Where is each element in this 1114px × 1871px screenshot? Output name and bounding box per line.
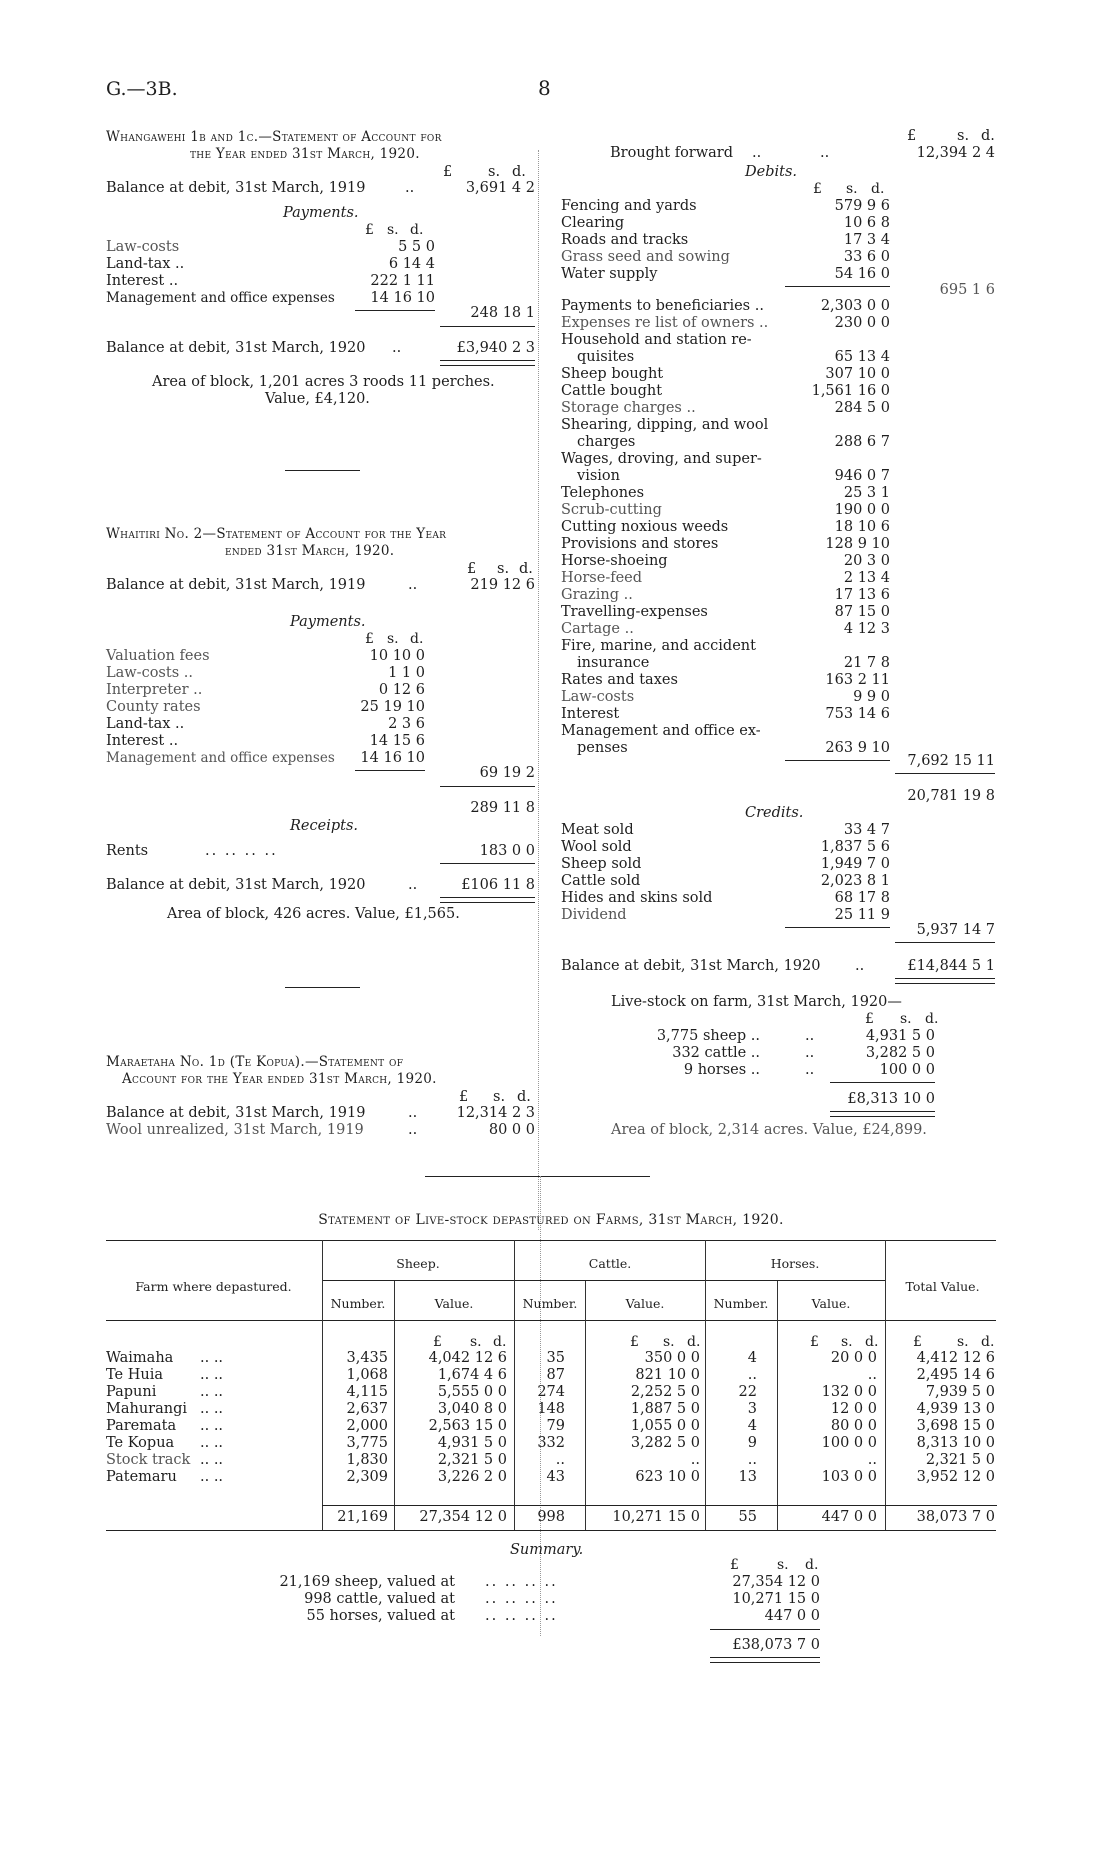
payment-label: Management and office expenses bbox=[106, 750, 335, 766]
payment-amount: 14 15 6 bbox=[369, 733, 425, 749]
whaitiri-title: Whaitiri No. 2—Statement of Account for the Year bbox=[106, 526, 447, 542]
payment-amount: 14 16 10 bbox=[360, 750, 425, 766]
sheep-number-header: Number. bbox=[330, 1296, 386, 1311]
sheep-number: 2,000 bbox=[346, 1418, 388, 1434]
horses-value: 103 0 0 bbox=[821, 1469, 877, 1485]
livestock-label: 9 horses .. bbox=[683, 1062, 760, 1078]
debit-label: penses bbox=[577, 740, 628, 756]
sheep-value: 1,674 4 6 bbox=[437, 1367, 507, 1383]
farm-name: Te Kopua bbox=[106, 1435, 175, 1451]
credits-heading: Credits. bbox=[745, 805, 804, 821]
debit-amount: 18 10 6 bbox=[834, 519, 890, 535]
maraetaha-line: Balance at debit, 31st March, 1919 bbox=[106, 1105, 366, 1121]
col-farm-header: Farm where depastured. bbox=[135, 1279, 292, 1294]
totals-cattle-value: 10,271 15 0 bbox=[612, 1509, 700, 1525]
sheep-number: 3,775 bbox=[346, 1435, 388, 1451]
summary-label: 21,169 sheep, valued at bbox=[279, 1574, 455, 1590]
livestock-total: £8,313 10 0 bbox=[847, 1091, 935, 1107]
horses-number: 9 bbox=[747, 1435, 757, 1451]
whangawehi-opening-label: Balance at debit, 31st March, 1919 bbox=[106, 180, 366, 196]
debit-label: Water supply bbox=[561, 266, 658, 282]
sheep-value: 3,040 8 0 bbox=[437, 1401, 507, 1417]
debit-label: Fire, marine, and accident bbox=[561, 638, 756, 654]
debit-amount: 4 12 3 bbox=[843, 621, 890, 637]
sheep-value: 5,555 0 0 bbox=[437, 1384, 507, 1400]
section-divider bbox=[425, 1176, 650, 1177]
debit-label: Interest bbox=[561, 706, 620, 722]
credit-amount: 33 4 7 bbox=[843, 822, 890, 838]
livestock-table-title: Statement of Live-stock depastured on Farms, 31st March, 1920. bbox=[318, 1212, 784, 1228]
debit-label: Horse-feed bbox=[561, 570, 643, 586]
debit-amount: 54 16 0 bbox=[834, 266, 890, 282]
total-value: 7,939 5 0 bbox=[925, 1384, 995, 1400]
cattle-value: 1,887 5 0 bbox=[630, 1401, 700, 1417]
totals-sheep-number: 21,169 bbox=[337, 1509, 388, 1525]
summary-label: 55 horses, valued at bbox=[306, 1608, 455, 1624]
sheep-value: 2,563 15 0 bbox=[428, 1418, 507, 1434]
farm-name: Waimaha bbox=[106, 1350, 174, 1366]
cattle-number-header: Number. bbox=[522, 1296, 578, 1311]
payment-label: Land-tax .. bbox=[106, 716, 185, 732]
debit-amount: 190 0 0 bbox=[834, 502, 890, 518]
debits-grand-total: 20,781 19 8 bbox=[907, 788, 995, 804]
whangawehi-payments-heading: Payments. bbox=[283, 205, 359, 221]
horses-value: .. bbox=[867, 1452, 877, 1468]
livestock-label: 332 cattle .. bbox=[672, 1045, 760, 1061]
debit-amount: 753 14 6 bbox=[825, 706, 890, 722]
horses-value: .. bbox=[867, 1367, 877, 1383]
cattle-number: 148 bbox=[537, 1401, 565, 1417]
horses-value: 132 0 0 bbox=[821, 1384, 877, 1400]
cattle-value: 350 0 0 bbox=[644, 1350, 700, 1366]
debit-label: Expenses re list of owners .. bbox=[561, 315, 769, 331]
payment-amount: 0 12 6 bbox=[378, 682, 425, 698]
debit-label: Sheep bought bbox=[561, 366, 664, 382]
section-divider bbox=[285, 987, 360, 988]
credit-label: Sheep sold bbox=[561, 856, 642, 872]
credit-amount: 68 17 8 bbox=[834, 890, 890, 906]
debit-label: Grazing .. bbox=[561, 587, 633, 603]
cattle-value: .. bbox=[690, 1452, 700, 1468]
whaitiri-closing-label: Balance at debit, 31st March, 1920 bbox=[106, 877, 366, 893]
summary-heading: Summary. bbox=[510, 1542, 584, 1558]
farm-name: Papuni bbox=[106, 1384, 157, 1400]
horses-number: .. bbox=[747, 1367, 757, 1383]
horses-value-header: Value. bbox=[811, 1296, 851, 1311]
cattle-number: 43 bbox=[546, 1469, 565, 1485]
cattle-number: 87 bbox=[546, 1367, 565, 1383]
payment-label: Law-costs .. bbox=[106, 665, 193, 681]
debit-amount: 946 0 7 bbox=[834, 468, 890, 484]
whaitiri-payments-heading: Payments. bbox=[290, 614, 366, 630]
maraetaha-title-cont: Account for the Year ended 31st March, 1920. bbox=[122, 1071, 437, 1087]
farm-name: Te Huia bbox=[106, 1367, 164, 1383]
debit-label: Storage charges .. bbox=[561, 400, 696, 416]
credit-label: Dividend bbox=[561, 907, 627, 923]
debit-amount: 2 13 4 bbox=[843, 570, 890, 586]
debit-label: insurance bbox=[577, 655, 650, 671]
whangawehi-closing-label: Balance at debit, 31st March, 1920 bbox=[106, 340, 366, 356]
debit-label: Scrub-cutting bbox=[561, 502, 662, 518]
livestock-label: 3,775 sheep .. bbox=[656, 1028, 760, 1044]
whaitiri-payments-total: 69 19 2 bbox=[479, 765, 535, 781]
maraetaha-amount: 12,314 2 3 bbox=[456, 1105, 535, 1121]
maraetaha-line: Wool unrealized, 31st March, 1919 bbox=[106, 1122, 364, 1138]
whangawehi-area: Area of block, 1,201 acres 3 roods 11 perches. bbox=[152, 374, 495, 390]
debits-heading: Debits. bbox=[745, 164, 798, 180]
totals-value: 38,073 7 0 bbox=[916, 1509, 995, 1525]
farm-name: Mahurangi bbox=[106, 1401, 188, 1417]
cattle-value: 623 10 0 bbox=[635, 1469, 700, 1485]
debit-label: charges bbox=[577, 434, 636, 450]
debit-label: Law-costs bbox=[561, 689, 635, 705]
livestock-amount: 100 0 0 bbox=[879, 1062, 935, 1078]
debit-amount: 9 9 0 bbox=[853, 689, 890, 705]
debit-label: Grass seed and sowing bbox=[561, 249, 730, 265]
debit-amount: 284 5 0 bbox=[834, 400, 890, 416]
horses-number: 3 bbox=[747, 1401, 757, 1417]
debit-label: Telephones bbox=[561, 485, 645, 501]
debit-amount: 25 3 1 bbox=[843, 485, 890, 501]
debit-label: Travelling-expenses bbox=[561, 604, 708, 620]
whaitiri-subtotal: 289 11 8 bbox=[470, 800, 535, 816]
payment-label: Valuation fees bbox=[106, 648, 210, 664]
debit-amount: 1,561 16 0 bbox=[811, 383, 890, 399]
cattle-value: 2,252 5 0 bbox=[630, 1384, 700, 1400]
col-cattle-header: Cattle. bbox=[588, 1256, 632, 1271]
debit-amount: 263 9 10 bbox=[825, 740, 890, 756]
whangawehi-closing-amount: £3,940 2 3 bbox=[456, 340, 535, 356]
debit-amount: 33 6 0 bbox=[843, 249, 890, 265]
horses-value: 100 0 0 bbox=[821, 1435, 877, 1451]
sheep-number: 2,309 bbox=[346, 1469, 388, 1485]
sheep-number: 2,637 bbox=[346, 1401, 388, 1417]
livestock-amount: 4,931 5 0 bbox=[865, 1028, 935, 1044]
credit-amount: 1,837 5 6 bbox=[820, 839, 890, 855]
summary-total: £38,073 7 0 bbox=[732, 1637, 820, 1653]
credits-total: 5,937 14 7 bbox=[916, 922, 995, 938]
whaitiri-receipts-heading: Receipts. bbox=[290, 818, 358, 834]
summary-amount: 27,354 12 0 bbox=[732, 1574, 820, 1590]
debit-label: Cattle bought bbox=[561, 383, 663, 399]
col-sheep-header: Sheep. bbox=[396, 1256, 440, 1271]
debit-label: Roads and tracks bbox=[561, 232, 689, 248]
debit-label: vision bbox=[577, 468, 620, 484]
horses-number: 22 bbox=[738, 1384, 757, 1400]
cattle-value: 3,282 5 0 bbox=[630, 1435, 700, 1451]
payment-amount: 6 14 4 bbox=[388, 256, 435, 272]
payment-amount: 1 1 0 bbox=[388, 665, 425, 681]
credit-label: Hides and skins sold bbox=[561, 890, 713, 906]
maraetaha-amount: 80 0 0 bbox=[488, 1122, 535, 1138]
total-value: 3,698 15 0 bbox=[916, 1418, 995, 1434]
horses-value: 20 0 0 bbox=[830, 1350, 877, 1366]
sheep-value: 3,226 2 0 bbox=[437, 1469, 507, 1485]
payment-label: Interest .. bbox=[106, 733, 179, 749]
payment-label: Interpreter .. bbox=[106, 682, 203, 698]
brought-forward-label: Brought forward bbox=[610, 145, 734, 161]
credit-amount: 25 11 9 bbox=[834, 907, 890, 923]
whangawehi-opening-amount: 3,691 4 2 bbox=[465, 180, 535, 196]
payment-amount: 5 5 0 bbox=[398, 239, 435, 255]
debit-amount: 579 9 6 bbox=[834, 198, 890, 214]
payment-label: Interest .. bbox=[106, 273, 179, 289]
payment-label: Management and office expenses bbox=[106, 290, 335, 306]
totals-horses-value: 447 0 0 bbox=[821, 1509, 877, 1525]
whaitiri-title-cont: ended 31st March, 1920. bbox=[225, 543, 395, 559]
horses-number: 13 bbox=[738, 1469, 757, 1485]
maraetaha-title: Maraetaha No. 1d (Te Kopua).—Statement of bbox=[106, 1054, 404, 1070]
totals-cattle-number: 998 bbox=[537, 1509, 565, 1525]
total-value: 3,952 12 0 bbox=[916, 1469, 995, 1485]
summary-label: 998 cattle, valued at bbox=[304, 1591, 455, 1607]
whaitiri-area: Area of block, 426 acres. Value, £1,565. bbox=[167, 906, 460, 922]
debit-amount: 21 7 8 bbox=[843, 655, 890, 671]
total-value: 2,495 14 6 bbox=[916, 1367, 995, 1383]
whaitiri-rents-amount: 183 0 0 bbox=[479, 843, 535, 859]
sheep-value: 4,042 12 6 bbox=[428, 1350, 507, 1366]
whangawehi-title: Whangawehi 1b and 1c.—Statement of Account for bbox=[106, 129, 442, 145]
debit-amount: 163 2 11 bbox=[825, 672, 890, 688]
debit-label: Cutting noxious weeds bbox=[561, 519, 729, 535]
sheep-value: 2,321 5 0 bbox=[437, 1452, 507, 1468]
debits-group1-total: 695 1 6 bbox=[939, 282, 995, 298]
payment-label: County rates bbox=[106, 699, 201, 715]
debit-label: Fencing and yards bbox=[561, 198, 697, 214]
debit-amount: 128 9 10 bbox=[825, 536, 890, 552]
debit-amount: 230 0 0 bbox=[834, 315, 890, 331]
horses-number: .. bbox=[747, 1452, 757, 1468]
horses-number: 4 bbox=[747, 1418, 757, 1434]
cattle-number: .. bbox=[555, 1452, 565, 1468]
totals-horses-number: 55 bbox=[738, 1509, 757, 1525]
cattle-number: 79 bbox=[546, 1418, 565, 1434]
col-horses-header: Horses. bbox=[770, 1256, 820, 1271]
whangawehi-value: Value, £4,120. bbox=[265, 391, 370, 407]
debit-amount: 288 6 7 bbox=[834, 434, 890, 450]
brought-forward-amount: 12,394 2 4 bbox=[916, 145, 995, 161]
payment-amount: 222 1 11 bbox=[370, 273, 435, 289]
whaitiri-opening-amount: 219 12 6 bbox=[470, 577, 535, 593]
payment-amount: 2 3 6 bbox=[388, 716, 425, 732]
cattle-number: 332 bbox=[537, 1435, 565, 1451]
total-value: 8,313 10 0 bbox=[916, 1435, 995, 1451]
debit-amount: 10 6 8 bbox=[843, 215, 890, 231]
right-closing-amount: £14,844 5 1 bbox=[907, 958, 995, 974]
horses-value: 12 0 0 bbox=[830, 1401, 877, 1417]
debit-amount: 17 13 6 bbox=[834, 587, 890, 603]
horses-number: 4 bbox=[747, 1350, 757, 1366]
debit-amount: 65 13 4 bbox=[834, 349, 890, 365]
credit-amount: 2,023 8 1 bbox=[820, 873, 890, 889]
whaitiri-rents-label: Rents bbox=[106, 843, 149, 859]
debit-label: Management and office ex- bbox=[561, 723, 761, 739]
payment-amount: 10 10 0 bbox=[369, 648, 425, 664]
credit-amount: 1,949 7 0 bbox=[820, 856, 890, 872]
debit-label: Shearing, dipping, and wool bbox=[561, 417, 769, 433]
credit-label: Wool sold bbox=[561, 839, 632, 855]
total-value: 2,321 5 0 bbox=[925, 1452, 995, 1468]
credit-label: Cattle sold bbox=[561, 873, 641, 889]
cattle-value: 1,055 0 0 bbox=[630, 1418, 700, 1434]
cattle-number: 35 bbox=[546, 1350, 565, 1366]
payment-label: Law-costs bbox=[106, 239, 180, 255]
document-reference: G.—3B. bbox=[106, 78, 178, 100]
debit-amount: 307 10 0 bbox=[825, 366, 890, 382]
cattle-value-header: Value. bbox=[625, 1296, 665, 1311]
debit-label: Clearing bbox=[561, 215, 625, 231]
farm-name: Patemaru bbox=[106, 1469, 177, 1485]
sheep-value: 4,931 5 0 bbox=[437, 1435, 507, 1451]
summary-amount: 447 0 0 bbox=[764, 1608, 820, 1624]
sheep-number: 3,435 bbox=[346, 1350, 388, 1366]
whaitiri-closing-amount: £106 11 8 bbox=[461, 877, 535, 893]
payment-label: Land-tax .. bbox=[106, 256, 185, 272]
horses-value: 80 0 0 bbox=[830, 1418, 877, 1434]
sheep-number: 1,830 bbox=[346, 1452, 388, 1468]
summary-amount: 10,271 15 0 bbox=[732, 1591, 820, 1607]
debit-label: Payments to beneficiaries .. bbox=[561, 298, 764, 314]
right-closing-label: Balance at debit, 31st March, 1920 bbox=[561, 958, 821, 974]
whangawehi-title-cont: the Year ended 31st March, 1920. bbox=[190, 146, 420, 162]
debit-label: Household and station re- bbox=[561, 332, 752, 348]
sheep-number: 4,115 bbox=[346, 1384, 388, 1400]
debit-label: quisites bbox=[577, 349, 635, 365]
debit-amount: 20 3 0 bbox=[843, 553, 890, 569]
sheep-value-header: Value. bbox=[434, 1296, 474, 1311]
col-total-header: Total Value. bbox=[905, 1279, 980, 1294]
farm-name: Stock track bbox=[106, 1452, 191, 1468]
livestock-amount: 3,282 5 0 bbox=[865, 1045, 935, 1061]
debit-label: Horse-shoeing bbox=[561, 553, 668, 569]
debit-amount: 87 15 0 bbox=[834, 604, 890, 620]
cattle-number: 274 bbox=[537, 1384, 565, 1400]
payment-amount: 25 19 10 bbox=[360, 699, 425, 715]
whaitiri-opening-label: Balance at debit, 31st March, 1919 bbox=[106, 577, 366, 593]
debits-group2-total: 7,692 15 11 bbox=[907, 753, 995, 769]
whangawehi-payments-total: 248 18 1 bbox=[470, 305, 535, 321]
farm-name: Paremata bbox=[106, 1418, 177, 1434]
right-area: Area of block, 2,314 acres. Value, £24,899. bbox=[611, 1122, 927, 1138]
page-number: 8 bbox=[538, 76, 551, 100]
debit-amount: 2,303 0 0 bbox=[820, 298, 890, 314]
payment-amount: 14 16 10 bbox=[370, 290, 435, 306]
section-divider bbox=[285, 470, 360, 471]
cattle-value: 821 10 0 bbox=[635, 1367, 700, 1383]
debit-label: Rates and taxes bbox=[561, 672, 678, 688]
debit-amount: 17 3 4 bbox=[843, 232, 890, 248]
debit-label: Wages, droving, and super- bbox=[561, 451, 762, 467]
sheep-number: 1,068 bbox=[346, 1367, 388, 1383]
horses-number-header: Number. bbox=[713, 1296, 769, 1311]
total-value: 4,939 13 0 bbox=[916, 1401, 995, 1417]
debit-label: Provisions and stores bbox=[561, 536, 719, 552]
credit-label: Meat sold bbox=[561, 822, 634, 838]
livestock-on-farm-heading: Live-stock on farm, 31st March, 1920— bbox=[611, 994, 902, 1010]
totals-sheep-value: 27,354 12 0 bbox=[419, 1509, 507, 1525]
total-value: 4,412 12 6 bbox=[916, 1350, 995, 1366]
debit-label: Cartage .. bbox=[561, 621, 634, 637]
